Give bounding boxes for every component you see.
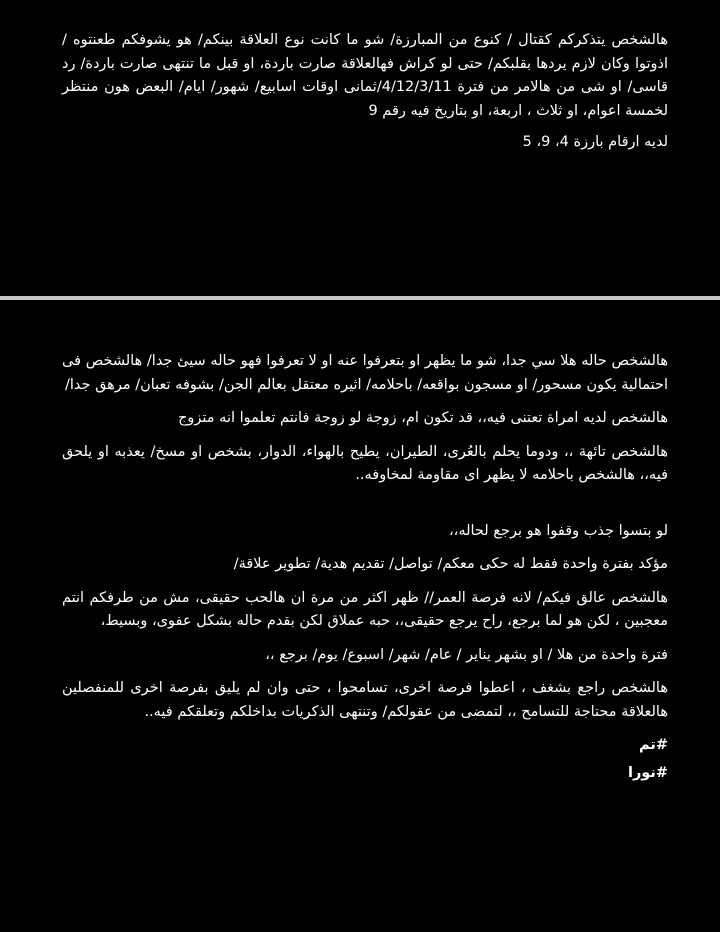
paragraph: هالشخص عالق فيكم/ لانه فرصة العمر// ظهر اكثر من مرة ان هالحب حقيقى، مش من طرفكم انتم معجبين ، لكن هو لما برجع، راح يرجع حقيقى،، حبه عملاق لكن بقدم حاله بشكل عفوى، وبسيط، bbox=[62, 589, 668, 629]
paragraph: هالشخص راجع بشغف ، اعطوا فرصة اخرى، تسامحوا ، حتى وان لم يليق بفرصة اخرى للمنفصلين هالعلاقة محتاجة للتسامح ،، لتمضى من عقولكم/ وتنتهى الذكريات بداخلكم وتعلقكم فيه.. bbox=[62, 680, 668, 720]
text-section-top bbox=[62, 29, 668, 155]
paragraph: هالشخص تائهة ،، ودوما يحلم بالعُرى، الطيران، يطيح بالهواء، الدوار، بشخص او مسخ/ يعذبه او يلحق فيه،، هالشخص باحلامه لا يظهر اى مقاومة لمخاوفه.. bbox=[62, 443, 668, 483]
paragraph: هالشخص حاله هلا سي جدا، شو ما يظهر او بتعرفوا عنه او لا تعرفوا فهو حاله سيئ جدا/ هالشخص فى احتمالية يكون مسحور/ او مسجون بواقعه/ باحلامه/ اثيره معتقل بعالم الجن/ بشوفه تعبان/ مرهق جدا/ bbox=[62, 353, 668, 393]
paragraph: فترة واحدة من هلا / او بشهر يناير / عام/ شهر/ اسبوع/ يوم/ برجع ،، bbox=[265, 646, 668, 663]
paragraph: مؤكد بفترة واحدة فقط له حكى معكم/ تواصل/ تقديم هدية/ تطوير علاقة/ bbox=[233, 556, 668, 572]
paragraph: لو بتسوا جذب وقفوا هو برجع لحاله،، bbox=[448, 522, 668, 539]
section-divider bbox=[0, 296, 720, 300]
paragraph: هالشخص يتذكركم كقتال / كنوع من المبارزة/ شو ما كانت نوع العلاقة بينكم/ هو يشوفكم طعنتوه / اذوتوا وكان لازم يردها بقلبكم/ حتى لو كراش فهالعلاقة صارت باردة، او قبل ما تنتهى صارت باردة/ رد قاسى/ او شى من هالامر من فترة 4/12/3/11/ثمانى اوقات اسابيع/ شهور/ ايام/ البعض هون منتظر لخمسة اعوام، او ثلاث ، اربعة، او بتاريخ فيه رقم 9 bbox=[62, 32, 668, 119]
paragraph: لديه ارقام بارزة 4، 9، 5 bbox=[522, 134, 668, 150]
paragraph: هالشخص لديه امراة تعتنى فيه،، قد تكون ام، زوجة لو زوجة فانتم تعلموا انه متزوج bbox=[178, 410, 668, 426]
hashtag[interactable]: #تم bbox=[639, 737, 668, 753]
text-section-bottom bbox=[62, 350, 668, 789]
hashtag[interactable]: #نورا bbox=[627, 764, 668, 781]
